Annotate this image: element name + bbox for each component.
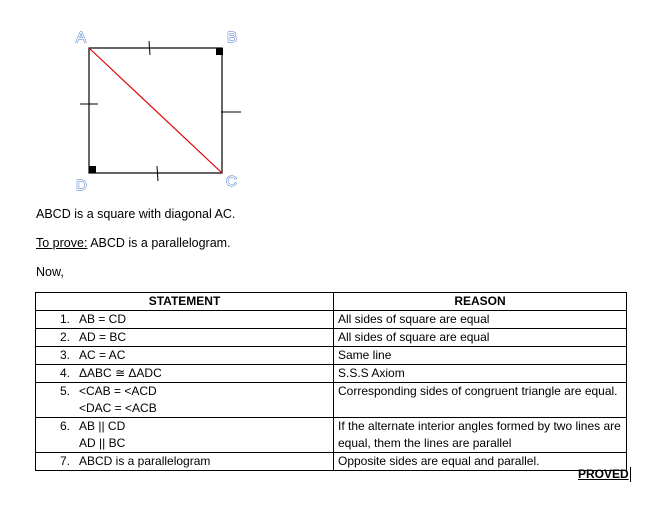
reason-cell: All sides of square are equal	[334, 329, 627, 347]
table-row	[36, 329, 627, 347]
reason-cell: All sides of square are equal	[334, 311, 627, 329]
table-row	[36, 365, 627, 383]
statement-cell	[36, 418, 334, 453]
tick-dc	[157, 166, 158, 181]
row-number: 4.	[59, 366, 70, 380]
vertex-label-b: B	[227, 29, 238, 46]
row-number: 3.	[59, 348, 70, 362]
reason-cell: Corresponding sides of congruent triangle are equal.	[334, 383, 627, 418]
statement-text: AC = AC	[79, 348, 126, 362]
reason-cell: Same line	[334, 347, 627, 365]
proof-table	[35, 292, 627, 471]
table-row	[36, 311, 627, 329]
to-prove-body: ABCD is a parallelogram.	[87, 236, 231, 250]
row-number: 1.	[59, 312, 70, 326]
statement-text: AB || CD	[79, 419, 126, 433]
to-prove-label: To prove:	[36, 236, 88, 250]
statement-text: AD = BC	[79, 330, 127, 344]
reason-header: REASON	[334, 293, 627, 311]
to-prove-line	[36, 236, 231, 250]
table-row	[36, 418, 627, 453]
right-angle-b	[216, 48, 223, 55]
table-row	[36, 453, 627, 471]
tick-ab	[149, 41, 150, 55]
statement-cell	[36, 329, 334, 347]
given-text: ABCD is a square with diagonal AC.	[36, 207, 236, 221]
statement-cell	[36, 383, 334, 418]
statement-text: AB = CD	[79, 312, 127, 326]
vertex-label-d: D	[76, 177, 87, 194]
row-number: 5.	[59, 384, 70, 398]
statement-text: <CAB = <ACD	[79, 384, 157, 398]
statement-text: <DAC = <ACB	[79, 401, 157, 415]
statement-cell	[36, 453, 334, 471]
row-number: 6.	[59, 419, 70, 433]
table-row	[36, 383, 627, 418]
square-figure	[0, 0, 652, 200]
proved-label: PROVED	[578, 467, 629, 481]
statement-text: ΔABC ≅ ΔADC	[79, 366, 162, 380]
statement-header: STATEMENT	[36, 293, 334, 311]
vertex-label-a: A	[76, 29, 87, 46]
now-text: Now,	[36, 265, 64, 279]
reason-cell: Opposite sides are equal and parallel.	[334, 453, 627, 471]
row-number: 7.	[59, 454, 70, 468]
diagonal-ac	[89, 48, 222, 173]
row-number: 2.	[59, 330, 70, 344]
table-row	[36, 347, 627, 365]
statement-cell	[36, 311, 334, 329]
statement-text: AD || BC	[79, 436, 126, 450]
statement-cell	[36, 365, 334, 383]
right-angle-d	[89, 166, 96, 173]
statement-cell	[36, 347, 334, 365]
vertex-label-c: C	[226, 173, 237, 190]
table-header-row	[36, 293, 627, 311]
reason-cell: If the alternate interior angles formed by two lines are equal, them the lines are parallel	[334, 418, 627, 453]
reason-cell: S.S.S Axiom	[334, 365, 627, 383]
statement-text: ABCD is a parallelogram	[79, 454, 211, 468]
